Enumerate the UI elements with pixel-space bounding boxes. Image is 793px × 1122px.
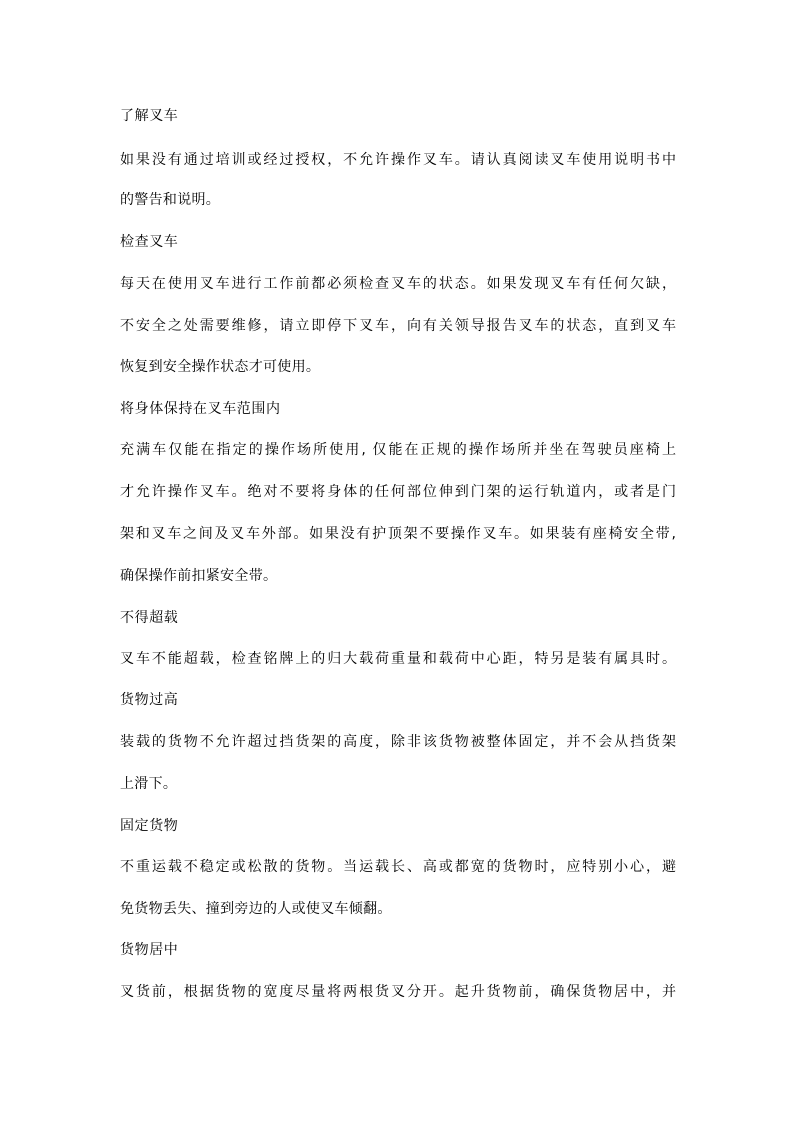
paragraph-line: 不重运载不稳定或松散的货物。当运载长、高或都宽的货物时，应特别小心，避	[120, 859, 676, 875]
section-heading: 货物过高	[120, 692, 179, 708]
section-heading: 将身体保持在叉车范围内	[120, 401, 281, 417]
paragraph-line: 叉车不能超载，检查铭牌上的归大载荷重量和载荷中心距，特另是装有属具时。	[120, 651, 676, 667]
paragraph-line: 恢复到安全操作状态才可使用。	[120, 359, 321, 375]
paragraph-line: 上滑下。	[120, 776, 178, 792]
section-heading: 货物居中	[120, 942, 179, 958]
paragraph-line: 免货物丢失、撞到旁边的人或使叉车倾翻。	[120, 901, 392, 917]
paragraph-line: 装载的货物不允许超过挡货架的高度，除非该货物被整体固定，并不会从挡货架	[120, 734, 676, 750]
paragraph-line: 架和叉车之间及叉车外部。如果没有护顶架不要操作叉车。如果装有座椅安全带,	[120, 526, 676, 542]
section-heading: 了解叉车	[120, 108, 179, 124]
paragraph-line: 才允许操作叉车。绝对不要将身体的任何部位伸到门架的运行轨道内，或者是门	[120, 484, 676, 500]
section-heading: 固定货物	[120, 818, 179, 834]
paragraph-line: 叉货前，根据货物的宽度尽量将两根货叉分开。起升货物前，确保货物居中，并	[120, 984, 676, 1000]
paragraph-line: 每天在使用叉车进行工作前都必须检查叉车的状态。如果发现叉车有任何欠缺，	[120, 276, 676, 292]
paragraph-line: 确保操作前扣紧安全带。	[120, 568, 278, 584]
section-heading: 不得超载	[120, 610, 179, 626]
paragraph-line: 充满车仅能在指定的操作场所使用, 仅能在正规的操作场所并坐在驾驶员座椅上	[120, 442, 676, 458]
section-heading: 检查叉车	[120, 234, 179, 250]
paragraph-line: 如果没有通过培训或经过授权，不允许操作叉车。请认真阅读叉车使用说明书中	[120, 152, 676, 168]
paragraph-line: 的警告和说明。	[120, 192, 221, 208]
paragraph-line: 不安全之处需要维修，请立即停下叉车，向有关领导报告叉车的状态，直到叉车	[120, 318, 676, 334]
